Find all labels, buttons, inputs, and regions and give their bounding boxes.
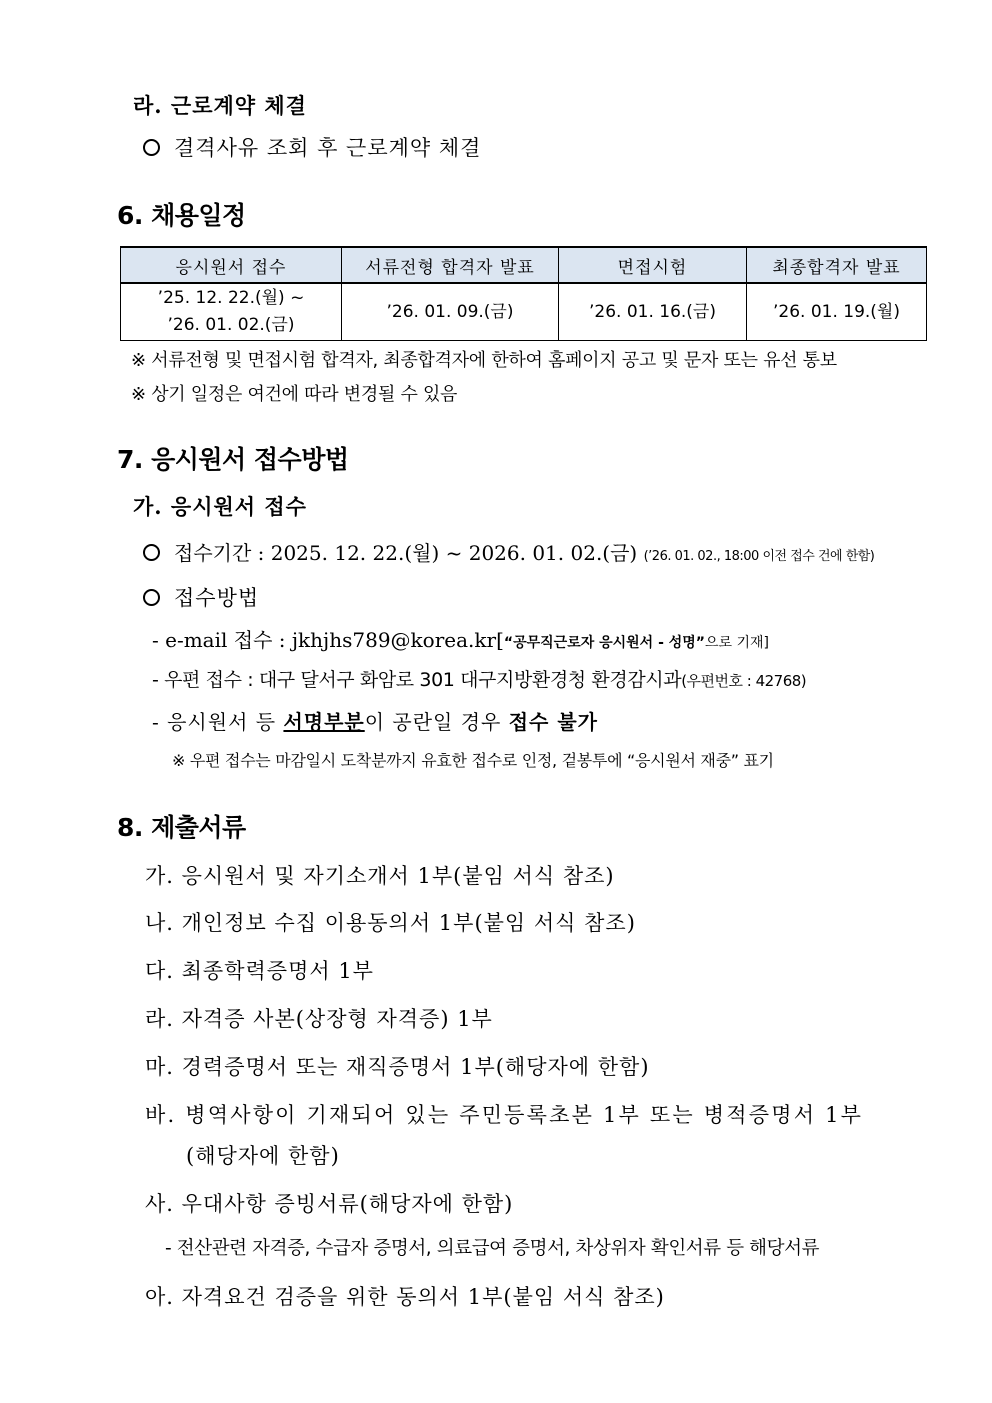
email-bold: “공무직근로자 응시원서 - 성명” — [503, 635, 706, 651]
circle-bullet-icon — [143, 589, 160, 606]
list-item: 바. 병역사항이 기재되어 있는 주민등록초본 1부 또는 병적증명서 1부 — [145, 1103, 864, 1127]
table-header: 응시원서 접수 — [121, 247, 342, 283]
sign-mid: 이 공란일 경우 — [364, 710, 509, 734]
method-line — [143, 582, 259, 612]
email-prefix: - e-mail 접수 : jkhjhs789@korea.kr[ — [152, 628, 504, 652]
table-header: 면접시험 — [559, 247, 747, 283]
period-note: (’26. 01. 02., 18:00 이전 접수 건에 한함) — [643, 549, 875, 564]
circle-bullet-icon — [143, 544, 160, 561]
list-item-continued: (해당자에 한함) — [186, 1144, 340, 1168]
cell-line: ’26. 01. 02.(금) — [167, 315, 295, 335]
list-item: 사. 우대사항 증빙서류(해당자에 한함) — [145, 1192, 514, 1216]
method-label: 접수방법 — [174, 586, 260, 610]
email-suffix: 으로 기재] — [705, 635, 770, 651]
sign-prefix: - 응시원서 등 — [152, 710, 284, 734]
post-remark: ※ 우편 접수는 마감일시 도착분까지 유효한 접수로 인정, 겉봉투에 “응시원서 재중” 표기 — [172, 751, 774, 770]
circle-bullet-icon — [143, 139, 160, 156]
table-header: 최종합격자 발표 — [747, 247, 927, 283]
subheading-application: 가. 응시원서 접수 — [133, 494, 307, 519]
table-cell: ’26. 01. 09.(금) — [342, 283, 559, 341]
list-item: 가. 응시원서 및 자기소개서 1부(붙임 서식 참조) — [145, 864, 615, 888]
list-item: 라. 자격증 사본(상장형 자격증) 1부 — [145, 1007, 493, 1031]
table-cell — [121, 283, 342, 341]
list-item: 아. 자격요건 검증을 위한 동의서 1부(붙임 서식 참조) — [145, 1285, 665, 1309]
table-cell: ’26. 01. 19.(월) — [747, 283, 927, 341]
sign-end: 접수 불가 — [508, 710, 598, 734]
sign-line — [152, 706, 598, 735]
table-header: 서류전형 합격자 발표 — [342, 247, 559, 283]
schedule-note: ※ 서류전형 및 면접시험 합격자, 최종합격자에 한하여 홈페이지 공고 및 문자 또는 유선 통보 — [131, 350, 837, 371]
sign-bold: 서명부분 — [283, 710, 365, 734]
table-row — [121, 283, 927, 341]
email-line — [152, 624, 769, 653]
list-item: 다. 최종학력증명서 1부 — [145, 959, 374, 983]
table-header-row — [121, 247, 927, 283]
list-item: 나. 개인정보 수집 이용동의서 1부(붙임 서식 참조) — [145, 911, 636, 935]
schedule-table — [120, 246, 927, 341]
post-note: (우편번호 : 42768) — [681, 672, 807, 690]
section-heading-application: 7. 응시원서 접수방법 — [117, 445, 349, 474]
post-prefix: - 우편 접수 : 대구 달서구 화암로 301 대구지방환경청 환경감시과 — [152, 669, 682, 691]
schedule-note: ※ 상기 일정은 여건에 따라 변경될 수 있음 — [131, 384, 458, 405]
bullet-text: 결격사유 조회 후 근로계약 체결 — [174, 136, 482, 160]
table-cell: ’26. 01. 16.(금) — [559, 283, 747, 341]
cell-line: ’25. 12. 22.(월) ~ — [157, 288, 305, 308]
bullet-contract — [143, 132, 481, 162]
section-heading-schedule: 6. 채용일정 — [117, 201, 246, 230]
period-line — [143, 537, 874, 566]
list-item: 마. 경력증명서 또는 재직증명서 1부(해당자에 한함) — [145, 1055, 650, 1079]
post-line — [152, 665, 806, 692]
subheading-contract: 라. 근로계약 체결 — [133, 93, 307, 118]
period-label: 접수기간 : 2025. 12. 22.(월) ~ 2026. 01. 02.(금) — [174, 541, 638, 565]
list-subitem: - 전산관련 자격증, 수급자 증명서, 의료급여 증명서, 차상위자 확인서류 등 해당서류 — [165, 1238, 820, 1259]
section-heading-documents: 8. 제출서류 — [117, 813, 246, 842]
